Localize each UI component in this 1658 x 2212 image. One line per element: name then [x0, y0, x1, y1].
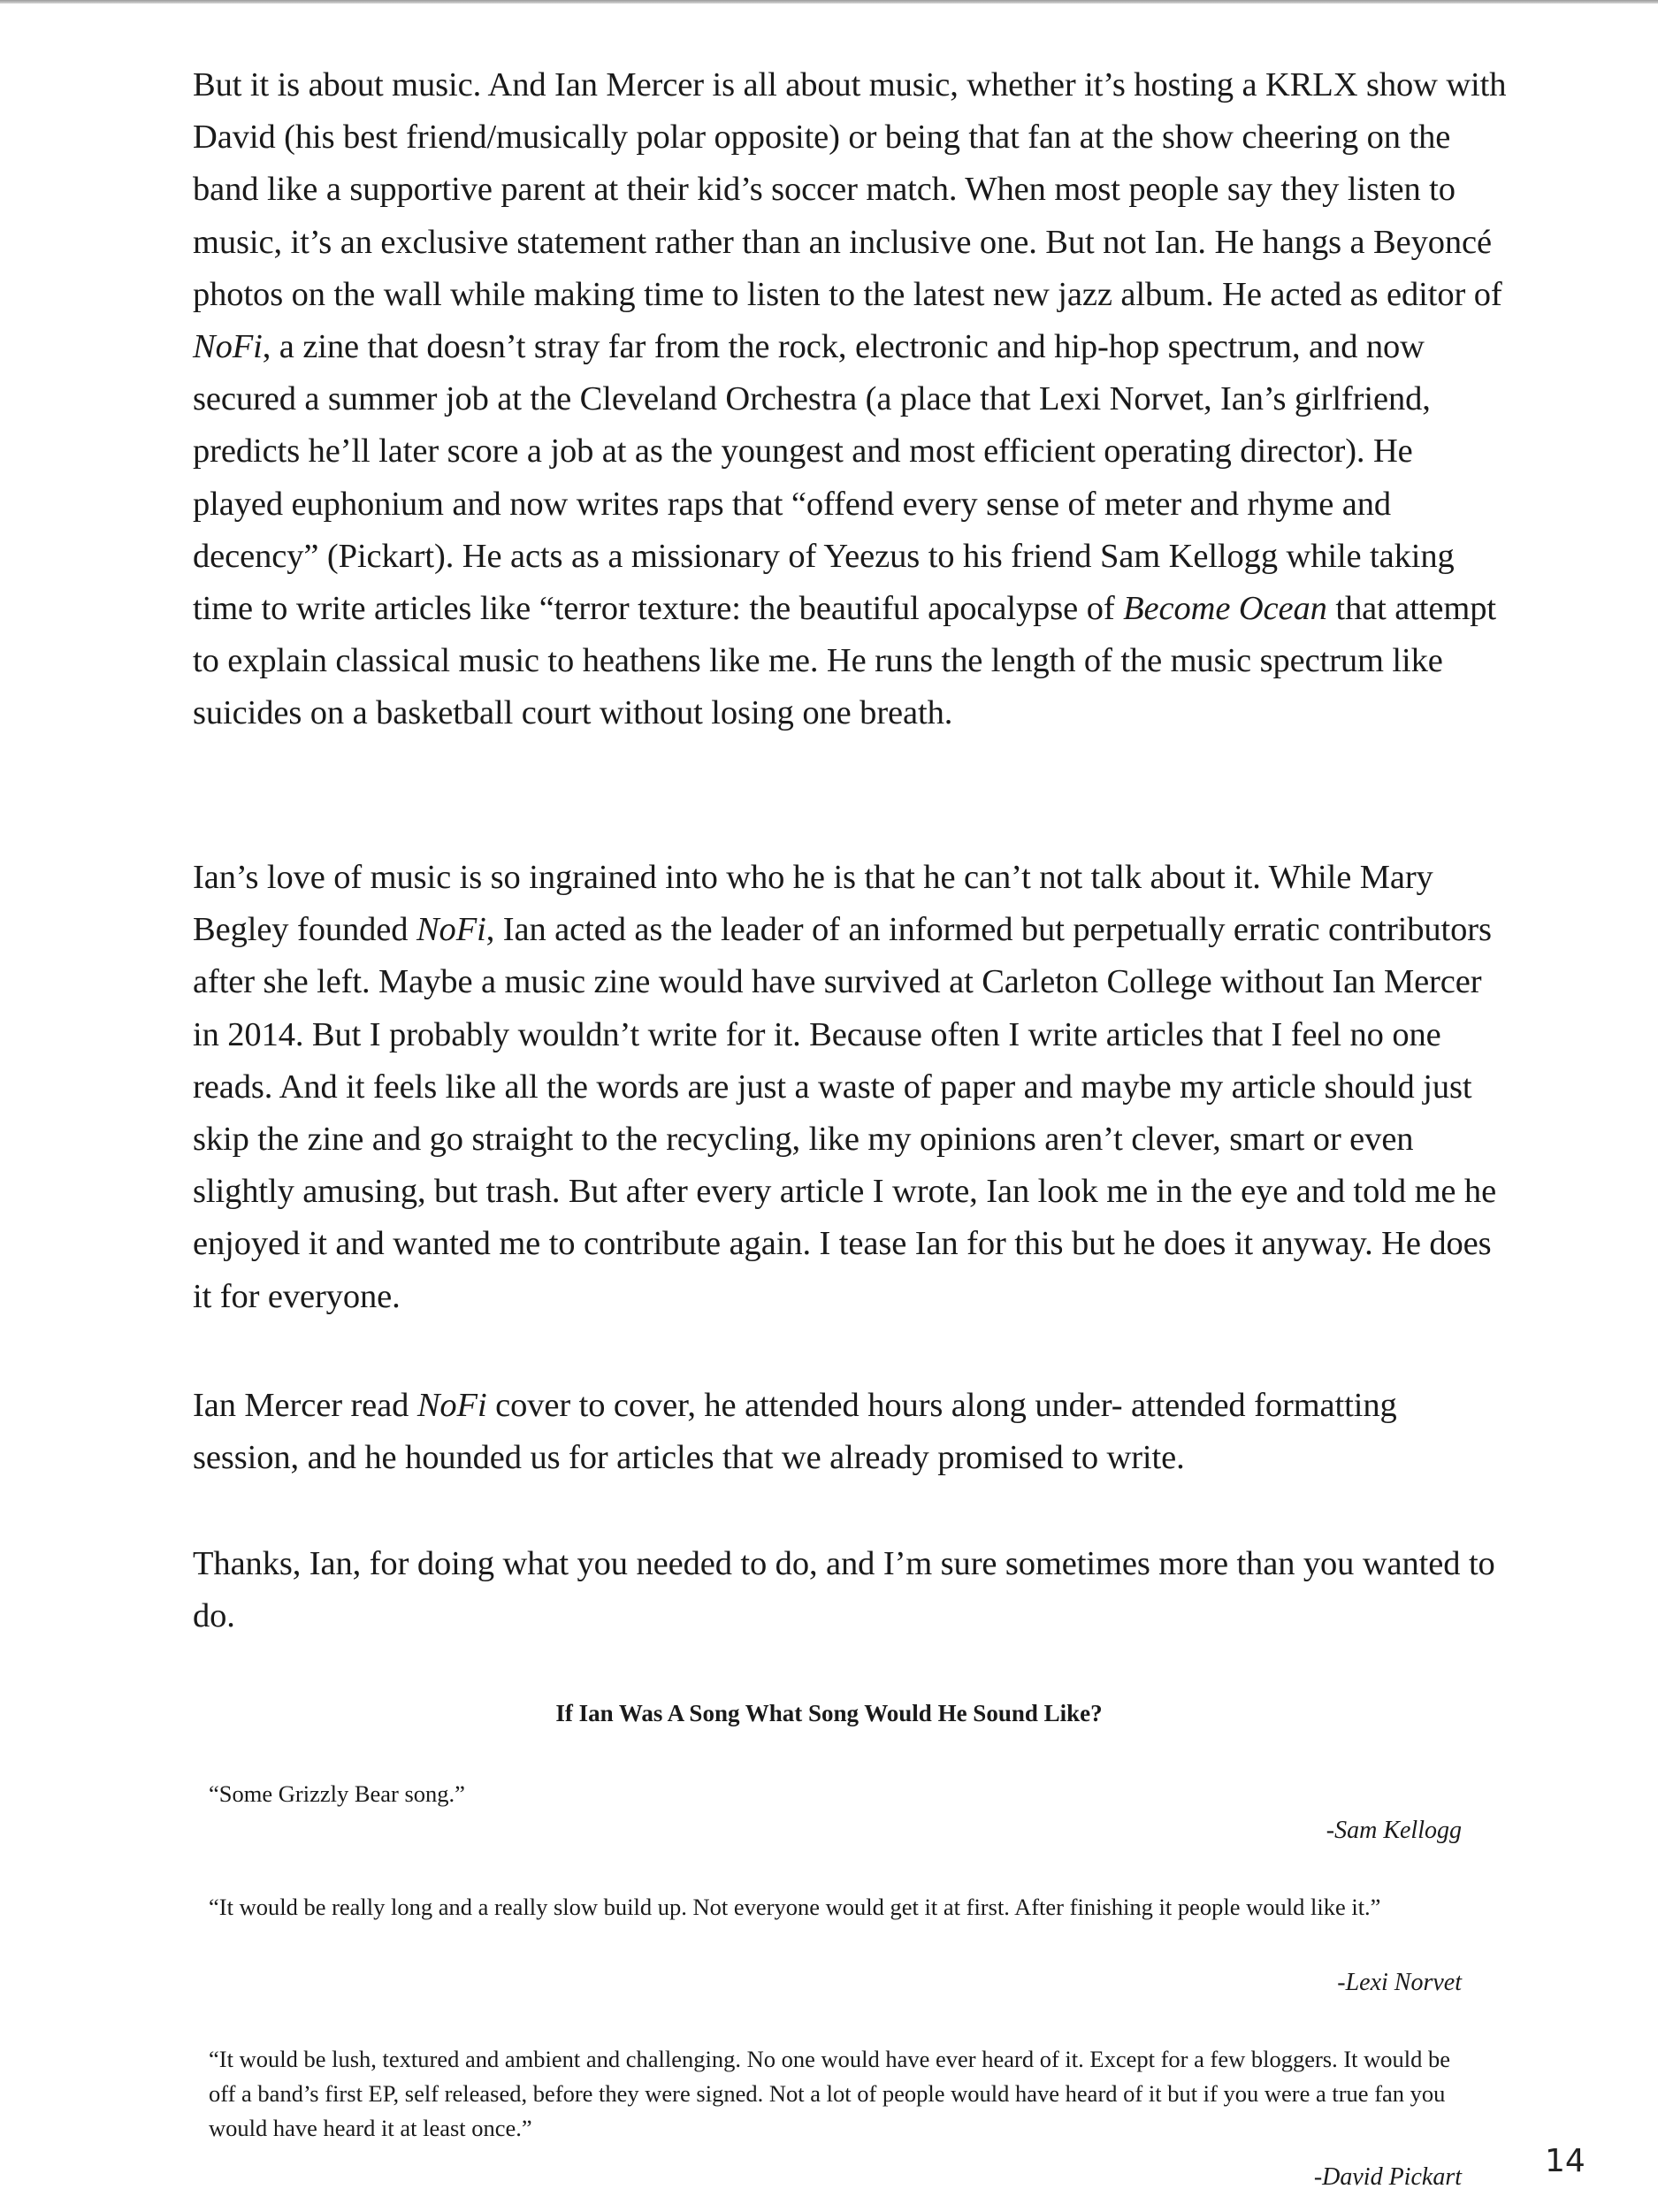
paragraph-2-text-a: Ian’s love of music is so ingrained into who he is that he can’t not talk about it. While Mary Begley founded — [193, 859, 1433, 949]
survey-quote-2: “It would be really long and a really slow build up. Not everyone would get it at first. After finishing it people would like it.” — [209, 1894, 1381, 1920]
page-number: 14 — [1545, 2143, 1585, 2179]
survey-title: If Ian Was A Song What Song Would He Sound Like? — [555, 1700, 1103, 1726]
article-paragraph-1 — [193, 59, 1510, 740]
survey-quote-3: “It would be lush, textured and ambient and challenging. No one would have ever heard of it. Except for a few bloggers. It would be off a band’s first EP, self released, before they were signed. Not a lot of people would have heard of it but if you were a true fan you would have heard it at least once.” — [209, 2046, 1451, 2141]
article-paragraph-4 — [193, 1538, 1510, 1642]
article-paragraph-2 — [193, 852, 1510, 1323]
paragraph-4-text: Thanks, Ian, for doing what you needed to do, and I’m sure sometimes more than you wanted to do. — [193, 1545, 1495, 1635]
zine-title-nofi: NoFi — [193, 328, 263, 366]
paragraph-1-text-b: , a zine that doesn’t stray far from the rock, electronic and hip-hop spectrum, and now secured a summer job at the Cleveland Orchestra (a place that Lexi Norvet, Ian’s girlfriend, predicts he’ll later score a job at as the youngest and most efficient operating director). He played euphonium and now writes raps that “offend every sense of meter and rhyme and decency” (Pickart). He acts as a missionary of Yeezus to his friend Sam Kellogg while taking time to write articles like “terror texture: the beautiful apocalypse of — [193, 328, 1455, 628]
paragraph-1-text-c: that attempt to explain classical music to heathens like me. He runs the length of the music spectrum like suicides on a basketball court without losing one breath. — [193, 590, 1496, 732]
survey-attribution-2: -Lexi Norvet — [1337, 1969, 1462, 1996]
article-paragraph-3 — [193, 1380, 1510, 1484]
survey-attribution-3: -David Pickart — [1313, 2163, 1462, 2191]
survey-attribution-1: -Sam Kellogg — [1326, 1817, 1462, 1844]
paragraph-2-text-b: , Ian acted as the leader of an informed but perpetually erratic contributors after she left. Maybe a music zine would have survived at Carleton College without Ian Mercer in 2014. But I probably wouldn’t write for it. Because often I write articles that I feel no one reads. And it feels like all the words are just a waste of paper and maybe my article should just skip the zine and go straight to the recycling, like my opinions aren’t clever, smart or even slightly amusing, but trash. But after every article I wrote, Ian look me in the eye and told me he enjoyed it and wanted me to contribute again. I tease Ian for this but he does it anyway. He does it for everyone. — [193, 911, 1497, 1315]
paragraph-3-text-a: Ian Mercer read — [193, 1387, 417, 1424]
zine-title-nofi: NoFi — [416, 1387, 487, 1424]
paragraph-1-text-a: But it is about music. And Ian Mercer is all about music, whether it’s hosting a KRLX show with David (his best friend/musically polar opposite) or being that fan at the show cheering on the band like a supportive parent at their kid’s soccer match. When most people say they listen to music, it’s an exclusive statement rather than an inclusive one. But not Ian. He hangs a Beyoncé photos on the wall while making time to listen to the latest new jazz album. He acted as editor of — [193, 66, 1507, 313]
work-title-become-ocean: Become Ocean — [1123, 590, 1327, 628]
survey-quote-1: “Some Grizzly Bear song.” — [209, 1780, 465, 1807]
zine-title-nofi: NoFi — [416, 911, 486, 949]
paragraph-3-text-b: cover to cover, he attended hours along under- attended formatting session, and he hounded us for articles that we already promised to write. — [193, 1387, 1397, 1477]
